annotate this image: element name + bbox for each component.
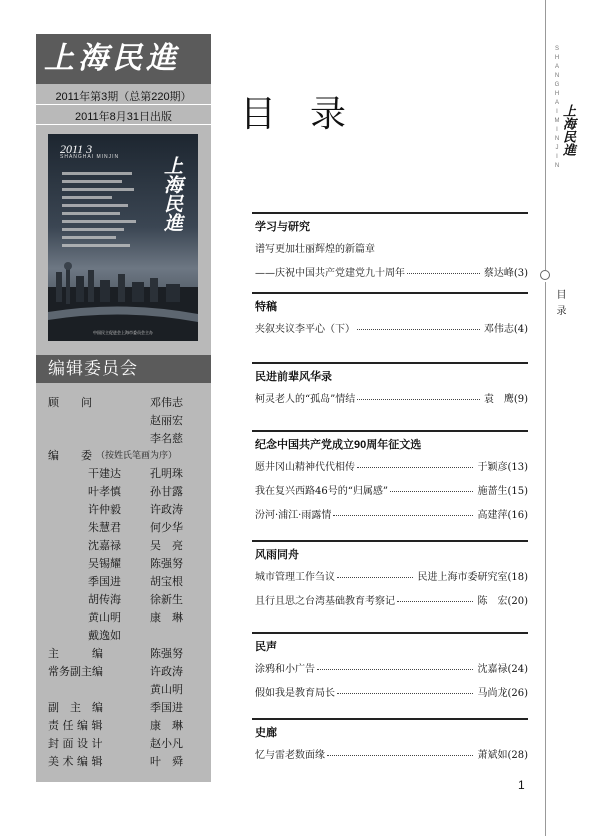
editor-name: 季国进 <box>88 575 121 588</box>
responsible-editor-label: 责 任 编 辑 <box>48 719 103 732</box>
side-toc-label: 目录 <box>554 289 565 321</box>
executive-deputy-editor-name: 许政涛 <box>150 665 183 678</box>
section-rule <box>252 362 528 364</box>
side-letter: H <box>554 91 560 97</box>
toc-entry[interactable] <box>255 264 528 278</box>
side-title: 上海民進 <box>560 104 575 156</box>
entry-page: (9) <box>513 394 528 405</box>
toc-entry[interactable] <box>255 506 528 520</box>
leader-dots <box>390 491 473 492</box>
entry-author: 高建萍 <box>477 510 508 521</box>
executive-deputy-editor-name: 黄山明 <box>150 683 183 696</box>
issue-number: 2011年第3期（总第220期） <box>55 91 192 103</box>
toc-entry[interactable] <box>255 458 528 472</box>
cover-subtitle: SHANGHAI MINJIN <box>60 154 120 160</box>
cover-thumbnail <box>48 134 198 341</box>
editor-name: 陈强努 <box>150 557 183 570</box>
editor-name: 胡传海 <box>88 593 121 606</box>
side-letter: I <box>556 154 558 160</box>
publish-date: 2011年8月31日出版 <box>74 111 172 123</box>
entry-author-page <box>484 320 528 335</box>
leader-dots <box>357 399 480 400</box>
entry-author: 萧斌如 <box>477 750 508 761</box>
entry-page: (24) <box>507 664 528 675</box>
entry-title: 我在复兴西路46号的“归属感” <box>255 486 388 497</box>
advisor-name: 李名慈 <box>150 432 183 445</box>
section-heading: 史廊 <box>255 727 277 739</box>
section-rule <box>252 212 528 214</box>
editor-name: 孔明珠 <box>150 467 183 480</box>
entry-author-page <box>417 568 528 583</box>
responsible-editor-name: 康 琳 <box>150 719 183 732</box>
entry-author: 袁 鹰 <box>483 394 514 405</box>
cover-title: 上海民進 <box>161 156 183 232</box>
advisor-name: 邓伟志 <box>150 396 183 409</box>
entry-page: (18) <box>507 572 528 583</box>
entry-author: 蔡达峰 <box>483 268 514 279</box>
leader-dots <box>397 601 473 602</box>
section-rule <box>252 718 528 720</box>
entry-title: 忆与雷老数面缘 <box>255 750 325 761</box>
toc-entry[interactable] <box>255 320 528 334</box>
leader-dots <box>337 577 413 578</box>
art-editor-name: 叶 舜 <box>150 755 183 768</box>
entry-page: (20) <box>507 596 528 607</box>
leader-dots <box>357 467 473 468</box>
entry-author: 民进上海市委研究室 <box>417 572 508 583</box>
leader-dots <box>327 755 473 756</box>
entry-page: (15) <box>507 486 528 497</box>
chief-editor-name: 陈强努 <box>150 647 183 660</box>
section-heading: 纪念中国共产党成立90周年征文选 <box>255 439 422 451</box>
entry-page: (3) <box>513 268 528 279</box>
side-letter: H <box>554 55 560 61</box>
section-heading: 风雨同舟 <box>255 549 299 561</box>
entry-author-page <box>477 592 528 607</box>
section-rule <box>252 540 528 542</box>
entry-title: ——庆祝中国共产党建党九十周年 <box>255 268 405 279</box>
editors-label: 编 委 <box>48 449 92 462</box>
chief-editor-label: 主 编 <box>48 647 103 660</box>
toc-entry[interactable] <box>255 240 528 254</box>
side-letter: N <box>554 136 560 142</box>
entry-author-page <box>477 458 528 473</box>
side-letter: N <box>554 73 560 79</box>
editor-name: 黄山明 <box>88 611 121 624</box>
toc-entry[interactable] <box>255 684 528 698</box>
entry-author: 于颖彦 <box>477 462 508 473</box>
cover-footer: 中国民主促进会上海市委员会主办 <box>93 330 153 335</box>
section-heading: 特稿 <box>255 301 277 313</box>
entry-title: 谱写更加壮丽辉煌的新篇章 <box>255 244 375 255</box>
entry-author: 邓伟志 <box>483 324 514 335</box>
entry-author-page <box>477 684 528 699</box>
side-letter: I <box>556 127 558 133</box>
editor-name: 戴逸如 <box>88 629 121 642</box>
cover-designer-name: 赵小凡 <box>150 737 183 750</box>
advisor-label: 顾 问 <box>48 396 92 409</box>
advisor-name: 赵丽宏 <box>150 414 183 427</box>
entry-author: 施蔷生 <box>477 486 508 497</box>
entry-author-page <box>484 390 528 405</box>
toc-entry[interactable] <box>255 390 528 404</box>
entry-author-page <box>477 660 528 675</box>
entry-author-page <box>477 746 528 761</box>
issue-divider <box>36 104 211 105</box>
toc-entry[interactable] <box>255 482 528 496</box>
city-skyline-image <box>48 242 198 341</box>
entry-title: 夹叙夹议李平心（下） <box>255 324 355 335</box>
section-heading: 民进前辈风华录 <box>255 371 332 383</box>
entry-author: 马尚龙 <box>477 688 508 699</box>
leader-dots <box>337 693 473 694</box>
editor-name: 孙甘露 <box>150 485 183 498</box>
toc-entry[interactable] <box>255 568 528 582</box>
section-rule <box>252 292 528 294</box>
side-letter: S <box>554 46 559 52</box>
cover-toc-lines <box>62 172 140 252</box>
side-letter: I <box>556 109 558 115</box>
page-number: 1 <box>518 778 525 792</box>
editor-name: 吴 亮 <box>150 539 183 552</box>
section-heading: 民声 <box>255 641 277 653</box>
entry-author-page <box>477 482 528 497</box>
editor-name: 何少华 <box>150 521 183 534</box>
toc-entry[interactable] <box>255 746 528 760</box>
leader-dots <box>407 273 480 274</box>
side-letter: J <box>555 145 559 151</box>
entry-page: (4) <box>513 324 528 335</box>
side-circle-marker <box>540 270 550 280</box>
deputy-editor-label: 副 主 编 <box>48 701 103 714</box>
editor-name: 许仲毅 <box>88 503 121 516</box>
entry-title: 城市管理工作刍议 <box>255 572 335 583</box>
editors-note: （按姓氏笔画为序） <box>96 451 178 461</box>
side-letter: A <box>554 100 559 106</box>
deputy-editor-name: 季国进 <box>150 701 183 714</box>
entry-author: 沈嘉禄 <box>477 664 508 675</box>
entry-author: 陈 宏 <box>477 596 508 607</box>
editor-name: 吴锡耀 <box>88 557 121 570</box>
art-editor-label: 美 术 编 辑 <box>48 755 103 768</box>
entry-author-page <box>477 506 528 521</box>
leader-dots <box>333 515 473 516</box>
executive-deputy-editor-label: 常务副主编 <box>48 665 103 678</box>
side-letter: M <box>554 118 560 124</box>
masthead-title: 上海民進 <box>36 34 211 84</box>
editor-name: 朱慧君 <box>88 521 121 534</box>
entry-page: (28) <box>507 750 528 761</box>
editor-name: 沈嘉禄 <box>88 539 121 552</box>
editor-name: 叶孝慎 <box>88 485 121 498</box>
cover-year: 2011 3 <box>60 142 93 156</box>
entry-title: 汾河·浦江·雨露情 <box>255 510 332 521</box>
editor-name: 干建达 <box>88 467 121 480</box>
entry-author-page <box>484 264 528 279</box>
toc-title: 目录 <box>240 93 381 134</box>
section-heading: 学习与研究 <box>255 221 310 233</box>
section-rule <box>252 632 528 634</box>
entry-page: (16) <box>507 510 528 521</box>
entry-page: (13) <box>507 462 528 473</box>
side-rule <box>545 0 546 270</box>
editor-name: 许政涛 <box>150 503 183 516</box>
side-letter: A <box>554 64 559 70</box>
leader-dots <box>357 329 480 330</box>
entry-title: 假如我是教育局长 <box>255 688 335 699</box>
entry-title: 涂鸦和小广告 <box>255 664 315 675</box>
side-letter: N <box>554 163 560 169</box>
editor-name: 康 琳 <box>150 611 183 624</box>
toc-entry[interactable] <box>255 592 528 606</box>
editor-name: 胡宝根 <box>150 575 183 588</box>
entry-page: (26) <box>507 688 528 699</box>
issue-divider <box>36 124 211 125</box>
entry-title: 柯灵老人的“孤岛”情结 <box>255 394 356 405</box>
committee-heading: 编辑委员会 <box>36 355 211 383</box>
side-rule <box>545 282 546 836</box>
entry-title: 且行且思之台湾基础教育考察记 <box>255 596 395 607</box>
editor-name: 徐新生 <box>150 593 183 606</box>
cover-designer-label: 封 面 设 计 <box>48 737 103 750</box>
toc-entry[interactable] <box>255 660 528 674</box>
section-rule <box>252 430 528 432</box>
leader-dots <box>317 669 473 670</box>
side-letter: G <box>554 82 560 88</box>
entry-title: 愿井冈山精神代代相传 <box>255 462 355 473</box>
